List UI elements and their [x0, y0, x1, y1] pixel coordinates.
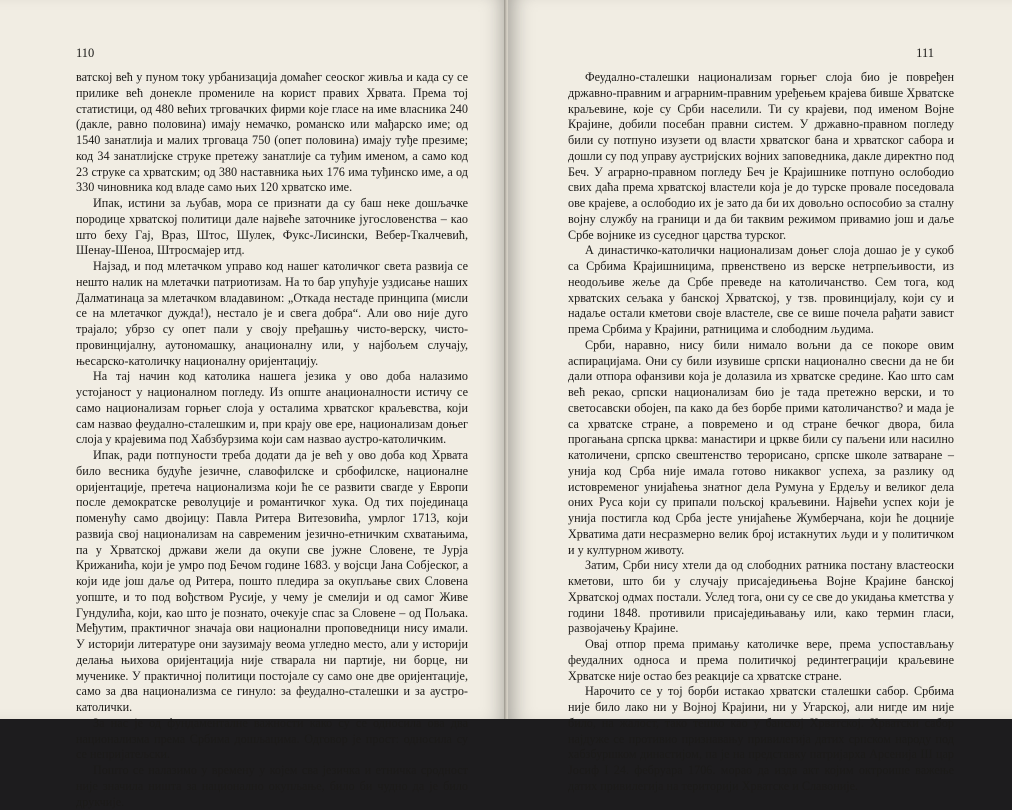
left-paragraph: Ипак, ради потпуности треба додати да је већ у ово доба код Хрвата било весника будуће језичне, славофилске и србофилске, националне оријентације, претеча национализма који ће се развити свагде у Европи после демократске револуције и романтичког хука. Од тих појединаца поменућу само двојицу: Павла Ритера Витезовића, умрлог 1713, који развија свој национализам на савременим језично-етничким схватањима, па у Хрватској држави жели да окупи све јужне Словене, те Јурја Крижанића, који је умро под Бечом године 1683. у војсци Јана Собјеског, а који иде још даље од Ритера, пошто пледира за окупљање свих Словена уопште, и то под вођством Русије, у чему је смелији и од самог Живе Гундулића, који, као што је познато, очекује спас за Словене – од Пољака. Међутим, практичног значаја ови национални проповедници нису имали. У историји литературе они заузимају веома угледно место, али у историји делања њихова оријентација није стварала ни партије, ни борце, ни мученике. У практичној политици постојале су само оне две оријентације, само за два национализма се гинуло: за феудално-сталешки и за аустро-католички.: [76, 448, 468, 714]
right-paragraph: Затим, Срби нису хтели да од слободних ратника постану властеоски кметови, што би у случају присаједињења Војне Крајине банској Хрватској одмах постали. Услед тога, они су се све до укидања кметства у години 1848. противили присаједињавању или, како термин гласи, развојачењу Крајине.: [568, 558, 954, 636]
right-paragraph: Овај отпор према примању католичке вере, према успостављању феудалних односа и према политичкој рединтеграцији краљевине Хрватске није остао без реакције са хрватске стране.: [568, 637, 954, 683]
left-paragraph: Пошто се налазимо у времену у којем сва језичка и етничка сродност није значила ништа за национално окупљање, било би чудно да је било друкчије.: [76, 763, 468, 809]
right-page-text: [568, 70, 954, 795]
page-number-left: 110: [76, 46, 95, 60]
right-paragraph: Нарочито се у тој борби истакао хрватски сталешки сабор. Србима није било лако ни у Војној Крајини, ни у Угарској, али нигде им није било, на жалост, тако тешко као у банској Хрватској. Хрватски сабор најдуже се противио признавању привилегија датих српском народу под хабзбуршком династијом, па је на представку патријарха Арсенија III цар Јосиф I 24. фебруара 1706. морао да изда акт којим октроише важење датих привилегија на територији Хрватске и Славоније.: [568, 684, 954, 793]
left-paragraph: ватској већ у пуном току урбанизација домаћег сеоског живља и када су се прилике већ донекле промениле на корист правих Хрвата. Према тој статистици, од 480 већих трговачких фирми које гласе на име власника 240 (дакле, равно половина) имају немачко, романско или мађарско име; од 1540 занатлија и малих трговаца 750 (опет половина) имају туђе презиме; код 34 занатлијске струке претежу занатлије са туђим именом, а само код 23 струке са хрватским; од 380 наставника њих 176 има туђинско име, а од 330 чиновника код владе само њих 120 хрватско име.: [76, 70, 468, 195]
left-paragraph: За нас је од фундаменталне важности како су се односила ова два национализма према Србима дошљацима. Одговор је прост: односила су се непријатељски.: [76, 715, 468, 762]
left-paragraph: Најзад, и под млетачком управо код нашег католичког света развија се нешто налик на млетачки патриотизам. На то бар упућује уздисање наших Далматинаца за млетачком владавином: „Откада нестаде принципа (мисли се на млетачког дужда!), нестало је и свега добра“. Али ово није дуго трајало; убрзо су опет пали у своју пређашњу чисто-верску, чисто-провинцијалну, аутономашку, анационалну или, у најбољем случају, њесарско-католичку националну оријентацију.: [76, 259, 468, 368]
right-paragraph: А династичко-католички национализам доњег слоја дошао је у сукоб са Србима Крајишницима, првенствено из верске нетрпељивости, из неодољиве жеље да Србе преведе на католичанство. Сем тога, код хрватских сељака у банској Хрватској, у тзв. провинцијалу, који су и надаље остали кметови своје властеле, све се више почела рађати завист према Србима у Крајини, ратницима и слободним људима.: [568, 243, 954, 336]
left-paragraph: Ипак, истини за љубав, мора се признати да су баш неке дошљачке породице хрватској политици дале највеће заточнике југословенства – као што беху Гај, Враз, Штос, Шулек, Фукс-Лисински, Вебер-Ткалчевић, Шенау-Шеноа, Штросмајер итд.: [76, 196, 468, 258]
left-page-text: [76, 70, 468, 810]
right-paragraph: Срби, наравно, нису били нимало вољни да се покоре овим аспирацијама. Они су били изувише српски национално свесни да не би дали отпора офанзиви која је долазила из хрватске средине. Као што сам већ рекао, српски национализам био је тада претежно верски, и то светосавски обојен, па како да без борбе прими католичанство? и мада је са хрватске стране, а повремено и од стране бечког двора, била прогањана српска црква: манастири и цркве били су паљени или насилно католичени, српско свештенство терорисано, српске школе затваране – унија код Срба није имала готово никаквог успеха, за разлику од истовременог унијаћења знатног дела Румуна у Ердељу и великог дела оних Руса који су припали пољској краљевини. Највећи успех који је унија постигла код Срба јесте унијаћење Жумберчана, који ће доцније Хрватима дати несразмерно велик број истакнутих људи и у политичком и у културном животу.: [568, 337, 954, 557]
left-paragraph: На тај начин код католика нашега језика у ово доба налазимо устојаност у националном погледу. Из опште анационалности истичу се само национализам горњег слоја у осталима хрватског краљевства, који сам назвао феудално-сталешким и, при крају ове ере, национализам доњег слоја у крајевима под Хабзбурзима који сам назвао аустро-католичким.: [76, 369, 468, 447]
right-paragraph: Феудално-сталешки национализам горњег слоја био је повређен државно-правним и аграрним-правним уређењем крајева бивше Хрватске краљевине, које су Срби населили. Ти су крајеви, под именом Војне Крајине, добили посебан правни систем. У државно-правном погледу били су потпуно изузети од власти хрватског бана и хрватског сабора и дошли су под управу аустријских војних заповедника, дакле директно под Беч. У аграрно-правном погледу Беч је Крајишнике потпуно ослободио свих даћа према хрватској властели која је до турске провале поседовала ове крајеве, а ослободио их је зато да би их довољно оспособио за сталну војну службу на граници и да би таквим режимом привамио још и даље Србе војнике из суседног царства турског.: [568, 70, 954, 242]
right-page: [508, 0, 1012, 793]
page-number-right: 111: [916, 46, 934, 60]
